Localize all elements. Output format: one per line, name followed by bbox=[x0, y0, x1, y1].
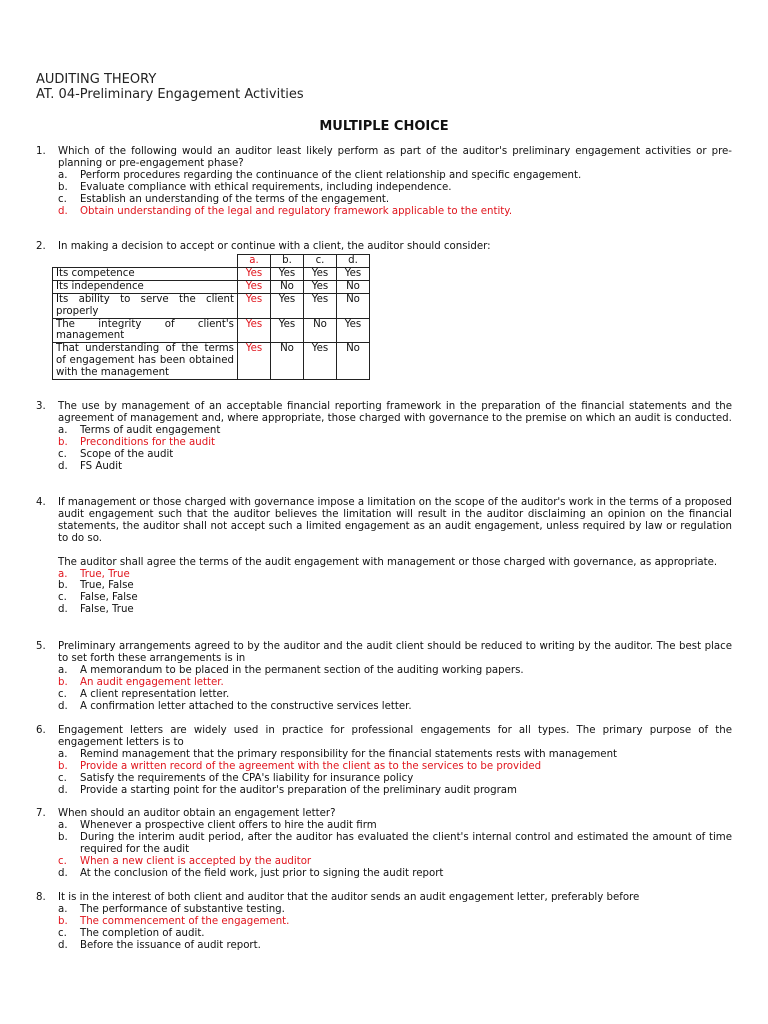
question-text: The use by management of an acceptable financial reporting framework in the preparation of the financial statements and the agreement of management and, where appropriate, those charged with governance to the premise on which an audit is conducted. bbox=[58, 401, 732, 424]
table-row: That understanding of the terms of engagement has been obtained with the management Yes No Yes No bbox=[53, 343, 370, 380]
option-b-answer: b. An audit engagement letter. bbox=[58, 676, 224, 688]
option-b-answer: b. The commencement of the engagement. bbox=[58, 915, 290, 927]
option-b: b. Evaluate compliance with ethical requirements, including independence. bbox=[58, 181, 452, 193]
option-b: b. True, False bbox=[58, 580, 134, 592]
option-c: c. False, False bbox=[58, 592, 138, 604]
option-b-answer: b. Preconditions for the audit bbox=[58, 436, 216, 448]
question-6 bbox=[36, 725, 732, 796]
option-a: a. The performance of substantive testing. bbox=[58, 903, 285, 915]
option-a: a. Perform procedures regarding the continuance of the client relationship and specific engagement. bbox=[58, 169, 582, 181]
question-3 bbox=[36, 401, 732, 472]
section-title: MULTIPLE CHOICE bbox=[319, 119, 449, 134]
question-number: 1. bbox=[36, 146, 46, 157]
option-a: a. Remind management that the primary responsibility for the financial statements rests with management bbox=[58, 748, 618, 760]
module-title: AT. 04-Preliminary Engagement Activities bbox=[36, 87, 304, 102]
question-2 bbox=[36, 241, 732, 253]
course-title: AUDITING THEORY bbox=[36, 72, 157, 87]
option-d: d. False, True bbox=[58, 604, 134, 616]
question-5 bbox=[36, 641, 732, 712]
question-7 bbox=[36, 808, 732, 879]
table-row: Its ability to serve the client properly Yes Yes Yes No bbox=[53, 293, 370, 318]
option-d: d. A confirmation letter attached to the constructive services letter. bbox=[58, 700, 412, 712]
table-row: The integrity of client's management Yes Yes No Yes bbox=[53, 318, 370, 343]
question-text: When should an auditor obtain an engagement letter? bbox=[58, 808, 336, 819]
question-text: It is in the interest of both client and auditor that the auditor sends an audit engagement letter, preferably before bbox=[58, 892, 640, 903]
option-c-answer: c. When a new client is accepted by the auditor bbox=[58, 855, 312, 867]
option-c: c. A client representation letter. bbox=[58, 688, 230, 700]
column-header-d: d. bbox=[337, 255, 370, 268]
option-a-answer: a. True, True bbox=[58, 568, 130, 580]
option-d: d. FS Audit bbox=[58, 460, 123, 472]
column-header-a: a. bbox=[238, 255, 271, 268]
question-text: Engagement letters are widely used in practice for professional engagements for all types. The primary purpose of the engagement letters is to bbox=[58, 725, 732, 748]
option-b-answer: b. Provide a written record of the agreement with the client as to the services to be provided bbox=[58, 760, 542, 772]
table-row: Its independence Yes No Yes No bbox=[53, 280, 370, 293]
option-c: c. Satisfy the requirements of the CPA's liability for insurance policy bbox=[58, 772, 414, 784]
option-a: a. Whenever a prospective client offers to hire the audit firm bbox=[58, 819, 377, 831]
question-number: 7. bbox=[36, 808, 46, 819]
option-c: c. Scope of the audit bbox=[58, 448, 174, 460]
option-a: a. Terms of audit engagement bbox=[58, 424, 221, 436]
option-d: d. At the conclusion of the field work, just prior to signing the audit report bbox=[58, 867, 444, 879]
option-b: b. During the interim audit period, after the auditor has evaluated the client's internal control and estimated the amount of time required for the audit bbox=[58, 831, 732, 855]
table-row: Its competence Yes Yes Yes Yes bbox=[53, 267, 370, 280]
answer-table bbox=[52, 254, 370, 380]
question-text-second-statement: The auditor shall agree the terms of the audit engagement with management or those charged with governance, as appropriate. bbox=[58, 556, 718, 568]
option-c: c. Establish an understanding of the terms of the engagement. bbox=[58, 193, 390, 205]
column-header-b: b. bbox=[271, 255, 304, 268]
option-c: c. The completion of audit. bbox=[58, 927, 205, 939]
question-text: Which of the following would an auditor least likely perform as part of the auditor's preliminary engagement activities or pre-planning or pre-engagement phase? bbox=[58, 146, 732, 169]
question-number: 2. bbox=[36, 241, 46, 252]
question-text: Preliminary arrangements agreed to by the auditor and the audit client should be reduced to writing by the auditor. The best place to set forth these arrangements is in bbox=[58, 641, 732, 664]
question-text: In making a decision to accept or continue with a client, the auditor should consider: bbox=[58, 241, 491, 252]
question-text: If management or those charged with governance impose a limitation on the scope of the auditor's work in the terms of a proposed audit engagement such that the auditor believes the limitation will result in the auditor disclaiming an opinion on the financial statements, the auditor shall not accept such a limited engagement as an audit engagement, unless required by law or regulation to do so. bbox=[58, 497, 732, 544]
option-d: d. Before the issuance of audit report. bbox=[58, 939, 261, 951]
question-number: 4. bbox=[36, 497, 46, 508]
question-1 bbox=[36, 146, 732, 217]
column-header-c: c. bbox=[304, 255, 337, 268]
option-d-answer: d. Obtain understanding of the legal and regulatory framework applicable to the entity. bbox=[58, 205, 513, 217]
option-a: a. A memorandum to be placed in the permanent section of the auditing working papers. bbox=[58, 664, 524, 676]
question-number: 5. bbox=[36, 641, 46, 652]
question-number: 3. bbox=[36, 401, 46, 412]
question-number: 6. bbox=[36, 725, 46, 736]
document-header bbox=[36, 72, 304, 102]
question-4 bbox=[36, 497, 732, 616]
question-number: 8. bbox=[36, 892, 46, 903]
table-header-row bbox=[53, 255, 370, 268]
option-d: d. Provide a starting point for the auditor's preparation of the preliminary audit program bbox=[58, 784, 517, 796]
question-8 bbox=[36, 892, 732, 952]
